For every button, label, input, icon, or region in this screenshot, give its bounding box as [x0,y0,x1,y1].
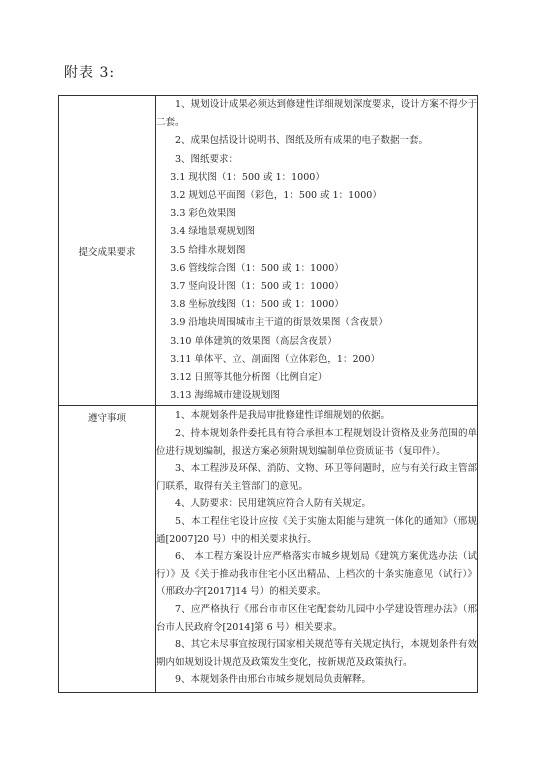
list-item: 3.8 坐标放线图（1：500 或 1：1000） [170,299,344,311]
row-content-submission [156,96,478,406]
list-item: 3.1 现状图（1：500 或 1：1000） [170,171,325,183]
page-heading: 附表 3: [64,65,116,81]
list-item: 3.2 规划总平面图（彩色，1：500 或 1：1000） [170,190,382,202]
paragraph: 4、人防要求：民用建筑应符合人防有关规定。 [175,498,372,510]
row-label-submission: 提交成果要求 [59,96,156,406]
requirements-table [58,95,478,693]
paragraph: 3、图纸要求： [175,153,239,165]
paragraph: 3、本工程涉及环保、消防、文物、环卫等问题时，应与有关行政主管部门联系，取得有关主管部门的意见。 [156,463,477,492]
list-item: 3.3 彩色效果图 [170,208,236,220]
row-content-compliance [156,406,478,693]
list-item: 3.4 绿地景观规划图 [170,226,255,238]
list-item: 3.12 日照等其他分析图（比例自定） [170,372,328,384]
paragraph: 5、本工程住宅设计应按《关于实施太阳能与建筑一体化的通知》（邢规通[2007]20 号）中的相关要求执行。 [156,516,477,545]
list-item: 3.11 单体平、立、剖面图（立体彩色，1：200） [170,353,381,365]
list-item: 3.7 竖向设计图（1：500 或 1：1000） [170,281,344,293]
paragraph: 1、规划设计成果必须达到修建性详细规划深度要求，设计方案不得少于二套。 [156,99,477,129]
paragraph: 8、其它未尽事宜按现行国家相关规范等有关规定执行，本规划条件有效期内如规划设计规范及政策发生变化，按新规范及政策执行。 [156,639,477,668]
list-item: 3.13 海绵城市建设规划图 [170,390,280,402]
row-label-compliance: 遵守事项 [59,406,156,693]
paragraph: 2、持本规划条件委托具有符合承担本工程规划设计资格及业务范围的单位进行规划编制，报送方案必须附规划编制单位资质证书（复印件）。 [156,428,477,457]
list-item: 3.9 沿地块周围城市主干道的街景效果图（含夜景） [170,317,388,329]
table-row-submission [59,96,478,406]
paragraph: 2、成果包括设计说明书、图纸及所有成果的电子数据一套。 [175,135,429,147]
paragraph: 7、应严格执行《邢台市市区住宅配套幼儿园中小学建设管理办法》（邢台市人民政府令[2014]第 6 号）相关要求。 [156,603,477,633]
list-item: 3.6 管线综合图（1：500 或 1：1000） [170,262,344,274]
paragraph: 9、本规划条件由邢台市城乡规划局负责解释。 [175,674,372,686]
paragraph: 6、 本工程方案设计应严格落实市城乡规划局《建筑方案优选办法（试行）》及《关于推动我市住宅小区出精品、上档次的十条实施意见（试行）》（邢政办字[2017]14 号）的相关要求。 [156,551,477,598]
list-item: 3.10 单体建筑的效果图（高层含夜景） [170,335,337,347]
paragraph: 1、本规划条件是我局审批修建性详细规划的依据。 [175,410,391,422]
list-item: 3.5 给排水规划图 [170,244,246,256]
table-row-compliance [59,406,478,693]
